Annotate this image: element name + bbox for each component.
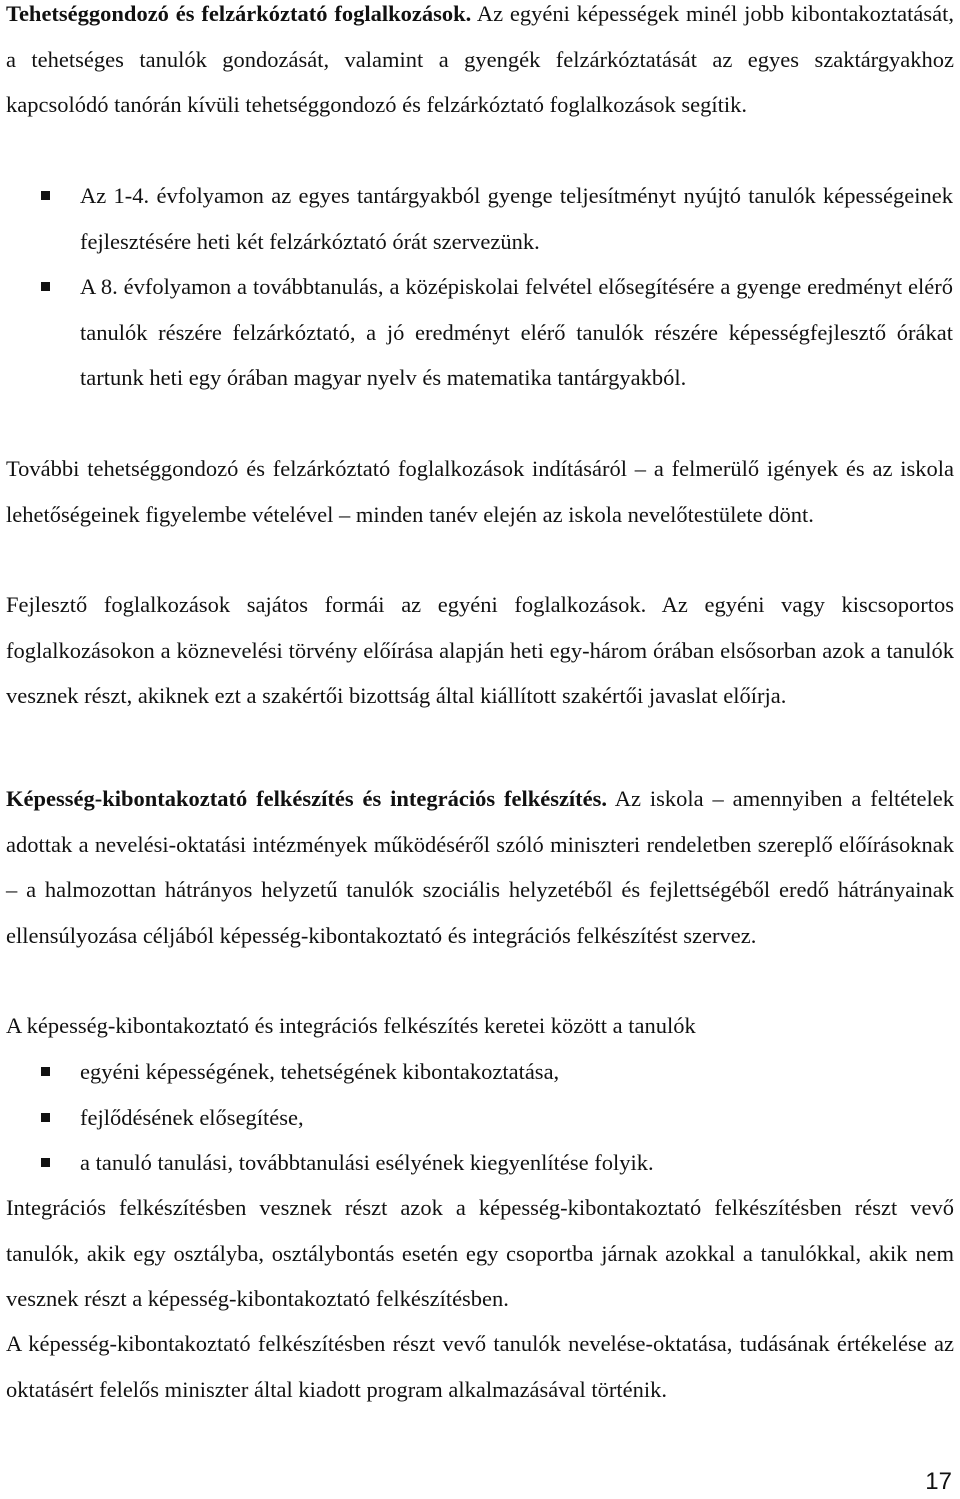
square-bullet-icon <box>41 1158 50 1167</box>
section-heading-kepesseg: Képesség-kibontakoztató felkészítés és integrációs felkészítés. <box>6 786 608 811</box>
list-item <box>0 264 953 401</box>
paragraph-keretei: A képesség-kibontakoztató és integrációs felkészítés keretei között a tanulók <box>6 1013 696 1038</box>
bullet-list-felzarkoztatas <box>0 173 960 401</box>
page-number: 17 <box>925 1468 952 1495</box>
paragraph-tehetseggondozo <box>6 0 954 128</box>
paragraph-nevelese-oktatasa: A képesség-kibontakoztató felkészítésben részt vevő tanulók nevelése-oktatása, tudásának értékelése az oktatásért felelős miniszter által kiadott program alkalmazásával történik. <box>6 1331 954 1402</box>
square-bullet-icon <box>41 1113 50 1122</box>
list-item-text: A 8. évfolyamon a továbbtanulás, a középiskolai felvétel elősegítésére a gyenge eredményt elérő tanulók részére felzárkóztató, a jó eredményt elérő tanulók részére képességfejlesztő órákat tartunk heti egy órában magyar nyelv és matematika tantárgyakból. <box>80 274 953 390</box>
paragraph-text: Az iskola – amennyiben a feltételek adottak a nevelési-oktatási intézmények működéséről szóló miniszteri rendeletben szereplő előírásoknak – a halmozottan hátrányos helyzetű tanulók szociális helyzetéből és fejlettségéből eredő hátrányainak ellensúlyozása céljából képesség-kibontakoztató és integrációs felkészítést szervez. <box>6 786 955 948</box>
list-item-text: a tanuló tanulási, továbbtanulási esélyének kiegyenlítése folyik. <box>80 1150 654 1175</box>
list-item-text: egyéni képességének, tehetségének kibontakoztatása, <box>80 1059 560 1084</box>
paragraph-fejleszto: Fejlesztő foglalkozások sajátos formái az egyéni foglalkozások. Az egyéni vagy kiscsoportos foglalkozásokon a köznevelési törvény előírása alapján heti egy-három órában elsősorban azok a tanulók vesznek részt, akiknek ezt a szakértői bizottság által kiállított szakértői javaslat előírja. <box>6 592 954 708</box>
paragraph-tovabbi: További tehetséggondozó és felzárkóztató foglalkozások indításáról – a felmerülő igények és az iskola lehetőségeinek figyelembe vételével – minden tanév elején az iskola nevelőtestülete dönt. <box>6 456 954 527</box>
square-bullet-icon <box>41 191 50 200</box>
list-item <box>0 1095 953 1141</box>
section-heading-tehetseggondozo: Tehetséggondozó és felzárkóztató foglalkozások. <box>6 1 472 26</box>
list-item <box>0 1049 953 1095</box>
square-bullet-icon <box>41 282 50 291</box>
list-item <box>0 173 953 264</box>
paragraph-text: Az egyéni képességek minél jobb kibontakoztatását, a tehetséges tanulók gondozását, valamint a gyengék felzárkóztatását az egyes szaktárgyakhoz kapcsolódó tanórán kívüli tehetséggondozó és felzárkóztató foglalkozások segítik. <box>6 1 954 117</box>
bullet-list-keretek <box>0 1049 960 1186</box>
paragraph-integracios: Integrációs felkészítésben vesznek részt azok a képesség-kibontakoztató felkészítésben részt vevő tanulók, akik egy osztályba, osztálybontás esetén egy csoportba járnak azokkal a tanulókkal, akik nem vesznek részt a képesség-kibontakoztató felkészítésben. <box>6 1195 954 1311</box>
list-item-text: fejlődésének elősegítése, <box>80 1104 304 1130</box>
square-bullet-icon <box>41 1067 50 1076</box>
paragraph-kepesseg-kibontakoztato <box>6 776 954 958</box>
list-item-text: Az 1-4. évfolyamon az egyes tantárgyakból gyenge teljesítményt nyújtó tanulók képességeinek fejlesztésére heti két felzárkóztató órát szervezünk. <box>80 183 953 254</box>
list-item <box>0 1140 953 1186</box>
